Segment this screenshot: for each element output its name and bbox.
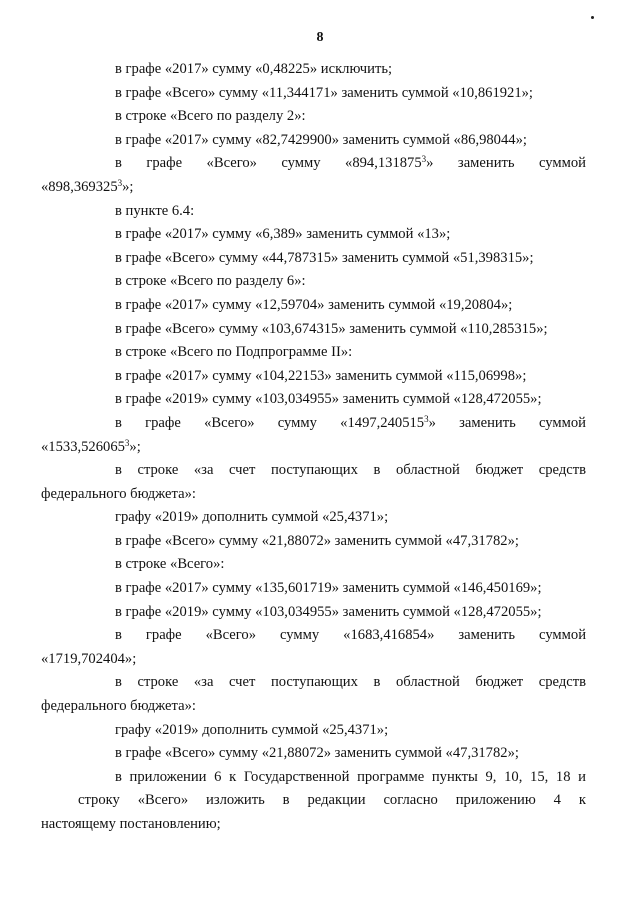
paragraph-line: «1719,702404»;: [41, 650, 137, 667]
paragraph-line: в графе «Всего» сумму «1497,240515$^3$» заменить суммой: [115, 413, 586, 431]
paragraph: в графе «Всего» сумму «21,88072» заменить суммой «47,31782»;: [115, 532, 519, 549]
paragraph-line: в строке «за счет поступающих в областной бюджет средств: [115, 462, 586, 479]
paragraph: [41, 459, 586, 506]
scan-mark: [591, 16, 594, 19]
paragraph: в строке «Всего по разделу 2»:: [115, 108, 306, 125]
paragraph: графу «2019» дополнить суммой «25,4371»;: [115, 721, 389, 738]
paragraph-line: в приложении 6 к Государственной программе пункты 9, 10, 15, 18 и: [115, 768, 586, 785]
paragraph: в графе «Всего» сумму «44,787315» заменить суммой «51,398315»;: [115, 249, 534, 266]
paragraph: [41, 412, 586, 459]
paragraph: [41, 624, 586, 671]
paragraph-line: настоящему постановлению;: [41, 816, 221, 832]
paragraph: в графе «2017» сумму «104,22153» заменить суммой «115,06998»;: [115, 367, 527, 384]
paragraph-line: в графе «Всего» сумму «1683,416854» заменить суммой: [115, 627, 586, 644]
paragraph: в графе «2017» сумму «0,48225» исключить;: [115, 61, 393, 77]
paragraph: в графе «Всего» сумму «11,344171» заменить суммой «10,861921»;: [115, 84, 533, 101]
paragraph: в графе «2017» сумму «135,601719» заменить суммой «146,450169»;: [115, 580, 542, 597]
paragraph: в графе «2017» сумму «6,389» заменить суммой «13»;: [115, 226, 451, 243]
paragraph-line: в строке «за счет поступающих в областной бюджет средств: [115, 674, 586, 691]
paragraph: [41, 671, 586, 718]
paragraph: в строке «Всего по разделу 6»:: [115, 273, 306, 290]
paragraph-line: «898,369325$^3$»;: [41, 177, 134, 195]
paragraph-line: «1533,526065$^3$»;: [41, 437, 141, 455]
paragraph-line: строку «Всего» изложить в редакции согласно приложению 4 к: [78, 792, 586, 809]
paragraph: в графе «2017» сумму «12,59704» заменить суммой «19,20804»;: [115, 296, 513, 313]
paragraph-line: федерального бюджета»:: [41, 698, 196, 715]
paragraph: [41, 766, 586, 837]
paragraph-line: федерального бюджета»:: [41, 485, 196, 502]
paragraph: в строке «Всего по Подпрограмме II»:: [115, 344, 353, 361]
paragraph: в графе «2019» сумму «103,034955» заменить суммой «128,472055»;: [115, 391, 542, 408]
paragraph: в графе «2019» сумму «103,034955» заменить суммой «128,472055»;: [115, 603, 542, 620]
document-body: [41, 58, 586, 837]
paragraph: графу «2019» дополнить суммой «25,4371»;: [115, 509, 389, 526]
paragraph: в графе «Всего» сумму «21,88072» заменить суммой «47,31782»;: [115, 745, 519, 762]
paragraph: в графе «2017» сумму «82,7429900» заменить суммой «86,98044»;: [115, 131, 527, 148]
paragraph: в пункте 6.4:: [115, 202, 195, 219]
paragraph-line: в графе «Всего» сумму «894,131875$^3$» заменить суммой: [115, 154, 586, 172]
paragraph: в графе «Всего» сумму «103,674315» заменить суммой «110,285315»;: [115, 320, 548, 337]
paragraph: [41, 152, 586, 199]
page-number: 8: [316, 30, 324, 45]
paragraph: в строке «Всего»:: [115, 556, 225, 573]
